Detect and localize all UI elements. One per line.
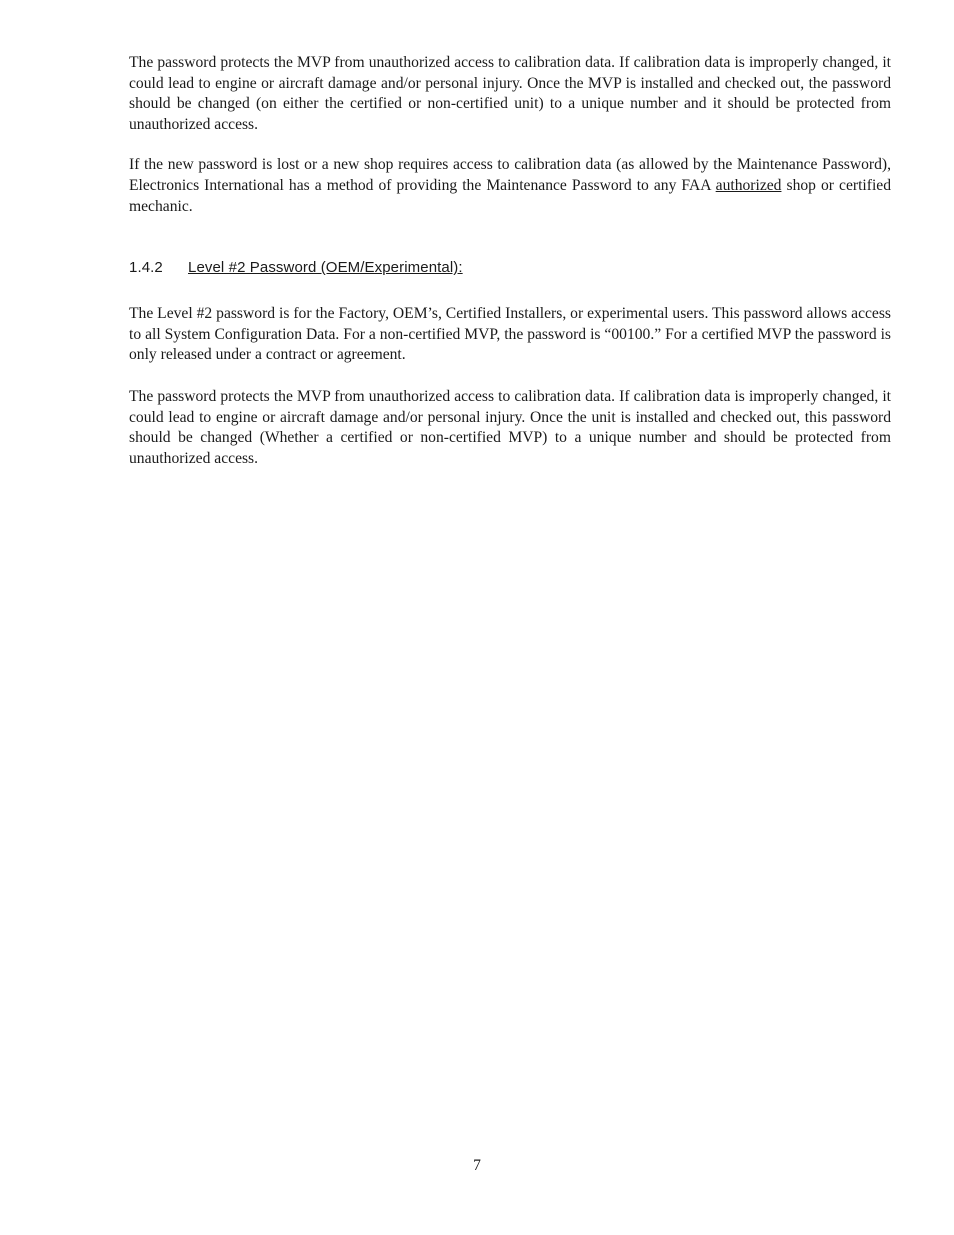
- spacer: [129, 278, 891, 304]
- section-heading: [129, 258, 891, 278]
- paragraph-lost-password: [129, 155, 891, 217]
- spacer: [129, 366, 891, 387]
- page-number: 7: [473, 1157, 481, 1174]
- lost-password-text-end: shop or certified mechanic.: [129, 176, 891, 215]
- spacer: [129, 217, 891, 258]
- paragraph-password-protection: The password protects the MVP from unauthorized access to calibration data. If calibration data is improperly changed, it could lead to engine or aircraft damage and/or personal injury. Once the MVP is installed and checked out, the password should be changed (on either the certified or non-certified unit) to a unique number and it should be protected from unauthorized access.: [129, 54, 891, 133]
- authorized-underlined-text: authorized: [715, 176, 782, 194]
- spacer: [129, 135, 891, 155]
- paragraph-level2-password: The Level #2 password is for the Factory, OEM’s, Certified Installers, or experimental users. This password allows access to all System Configuration Data. For a non-certified MVP, the password is “00100.” For a certified MVP the password is only released under a contract or agreement.: [129, 305, 891, 364]
- lost-password-text-start: If the new password is lost or a new shop requires access to calibration data (as allowed by the Maintenance Password), Electronics International has a method of providing the Maintenance Password to any FAA: [129, 156, 891, 194]
- section-number: 1.4.2: [129, 259, 163, 277]
- page-content: [129, 53, 891, 469]
- paragraph-level2-protection: The password protects the MVP from unauthorized access to calibration data. If calibration data is improperly changed, it could lead to engine or aircraft damage and/or personal injury. Once the unit is installed and checked out, this password should be changed (Whether a certified or non-certified MVP) to a unique number and should be protected from unauthorized access.: [129, 387, 891, 467]
- section-title: Level #2 Password (OEM/Experimental):: [188, 259, 463, 277]
